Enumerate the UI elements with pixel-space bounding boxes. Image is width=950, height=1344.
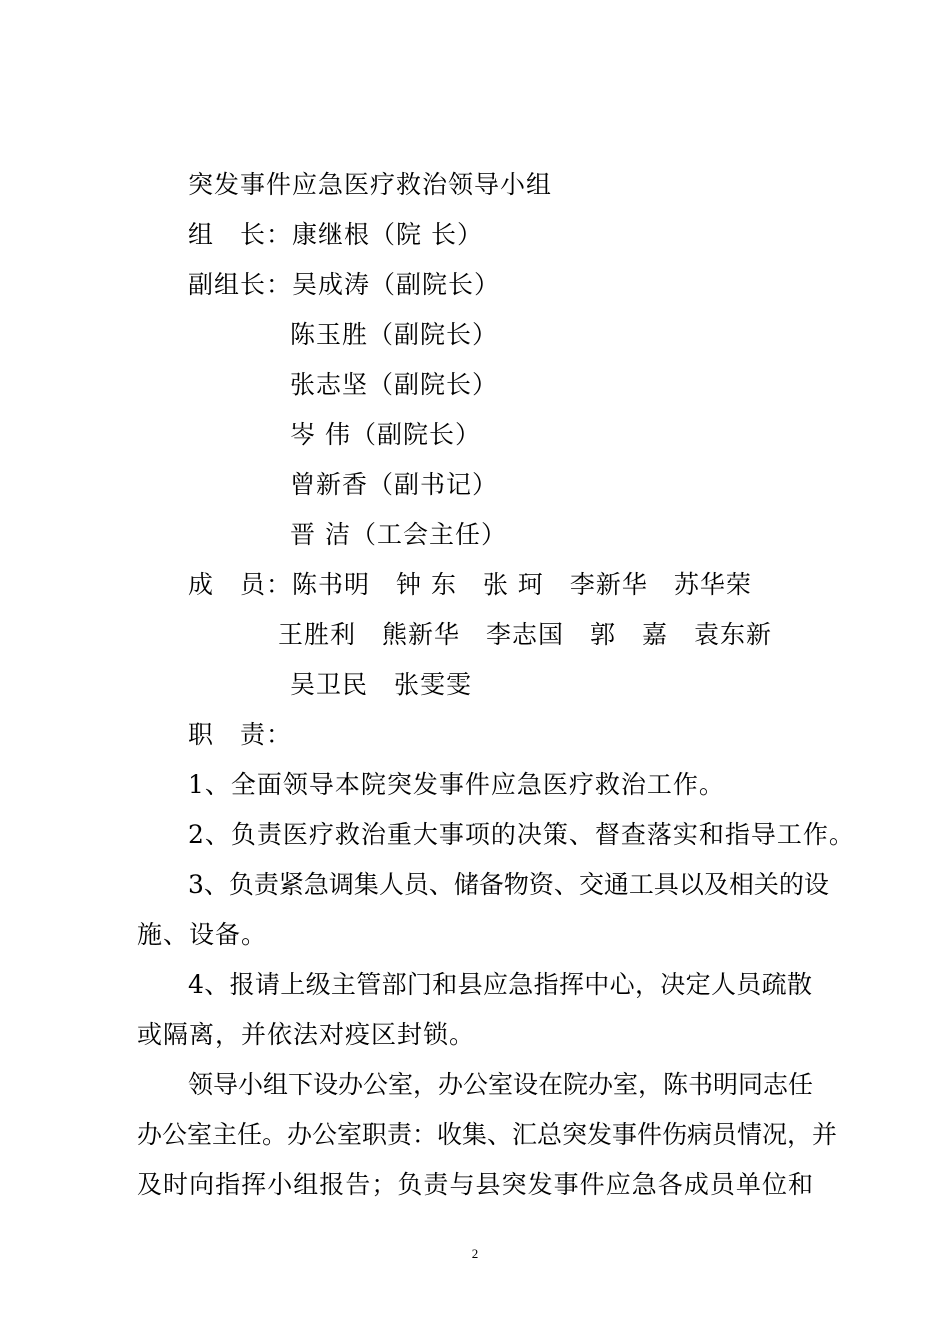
members-line: 王胜利 熊新华 李志国 郭 嘉 袁东新 — [278, 620, 773, 649]
leader-line: 组 长：康继根（院 长） — [188, 220, 483, 249]
office-paragraph: 及时向指挥小组报告；负责与县突发事件应急各成员单位和 — [137, 1170, 813, 1199]
duties-heading: 职 责： — [188, 720, 293, 749]
office-paragraph: 办公室主任。办公室职责：收集、汇总突发事件伤病员情况，并 — [137, 1120, 838, 1149]
union-chair-line: 晋 洁（工会主任） — [290, 520, 507, 549]
duty-item: 4、报请上级主管部门和县应急指挥中心，决定人员疏散 — [188, 970, 812, 999]
page-number: 2 — [471, 1246, 479, 1261]
office-paragraph: 领导小组下设办公室，办公室设在院办室，陈书明同志任 — [188, 1070, 814, 1099]
members-line: 吴卫民 张雯雯 — [290, 670, 473, 699]
duty-item-continuation: 施、设备。 — [137, 920, 268, 949]
deputy-leader-line: 陈玉胜（副院长） — [290, 320, 499, 349]
deputy-secretary-line: 曾新香（副书记） — [290, 470, 499, 499]
deputy-leader-line: 岑 伟（副院长） — [290, 420, 481, 449]
duty-item: 1、全面领导本院突发事件应急医疗救治工作。 — [188, 770, 725, 799]
group-title: 突发事件应急医疗救治领导小组 — [188, 170, 553, 199]
duty-item: 2、负责医疗救治重大事项的决策、督查落实和指导工作。 — [188, 820, 855, 849]
members-line: 成 员：陈书明 钟 东 张 珂 李新华 苏华荣 — [188, 570, 752, 599]
duty-item: 3、负责紧急调集人员、储备物资、交通工具以及相关的设 — [188, 870, 829, 899]
deputy-leader-line: 副组长：吴成涛（副院长） — [188, 270, 501, 299]
duty-item-continuation: 或隔离，并依法对疫区封锁。 — [137, 1020, 476, 1049]
deputy-leader-line: 张志坚（副院长） — [290, 370, 499, 399]
